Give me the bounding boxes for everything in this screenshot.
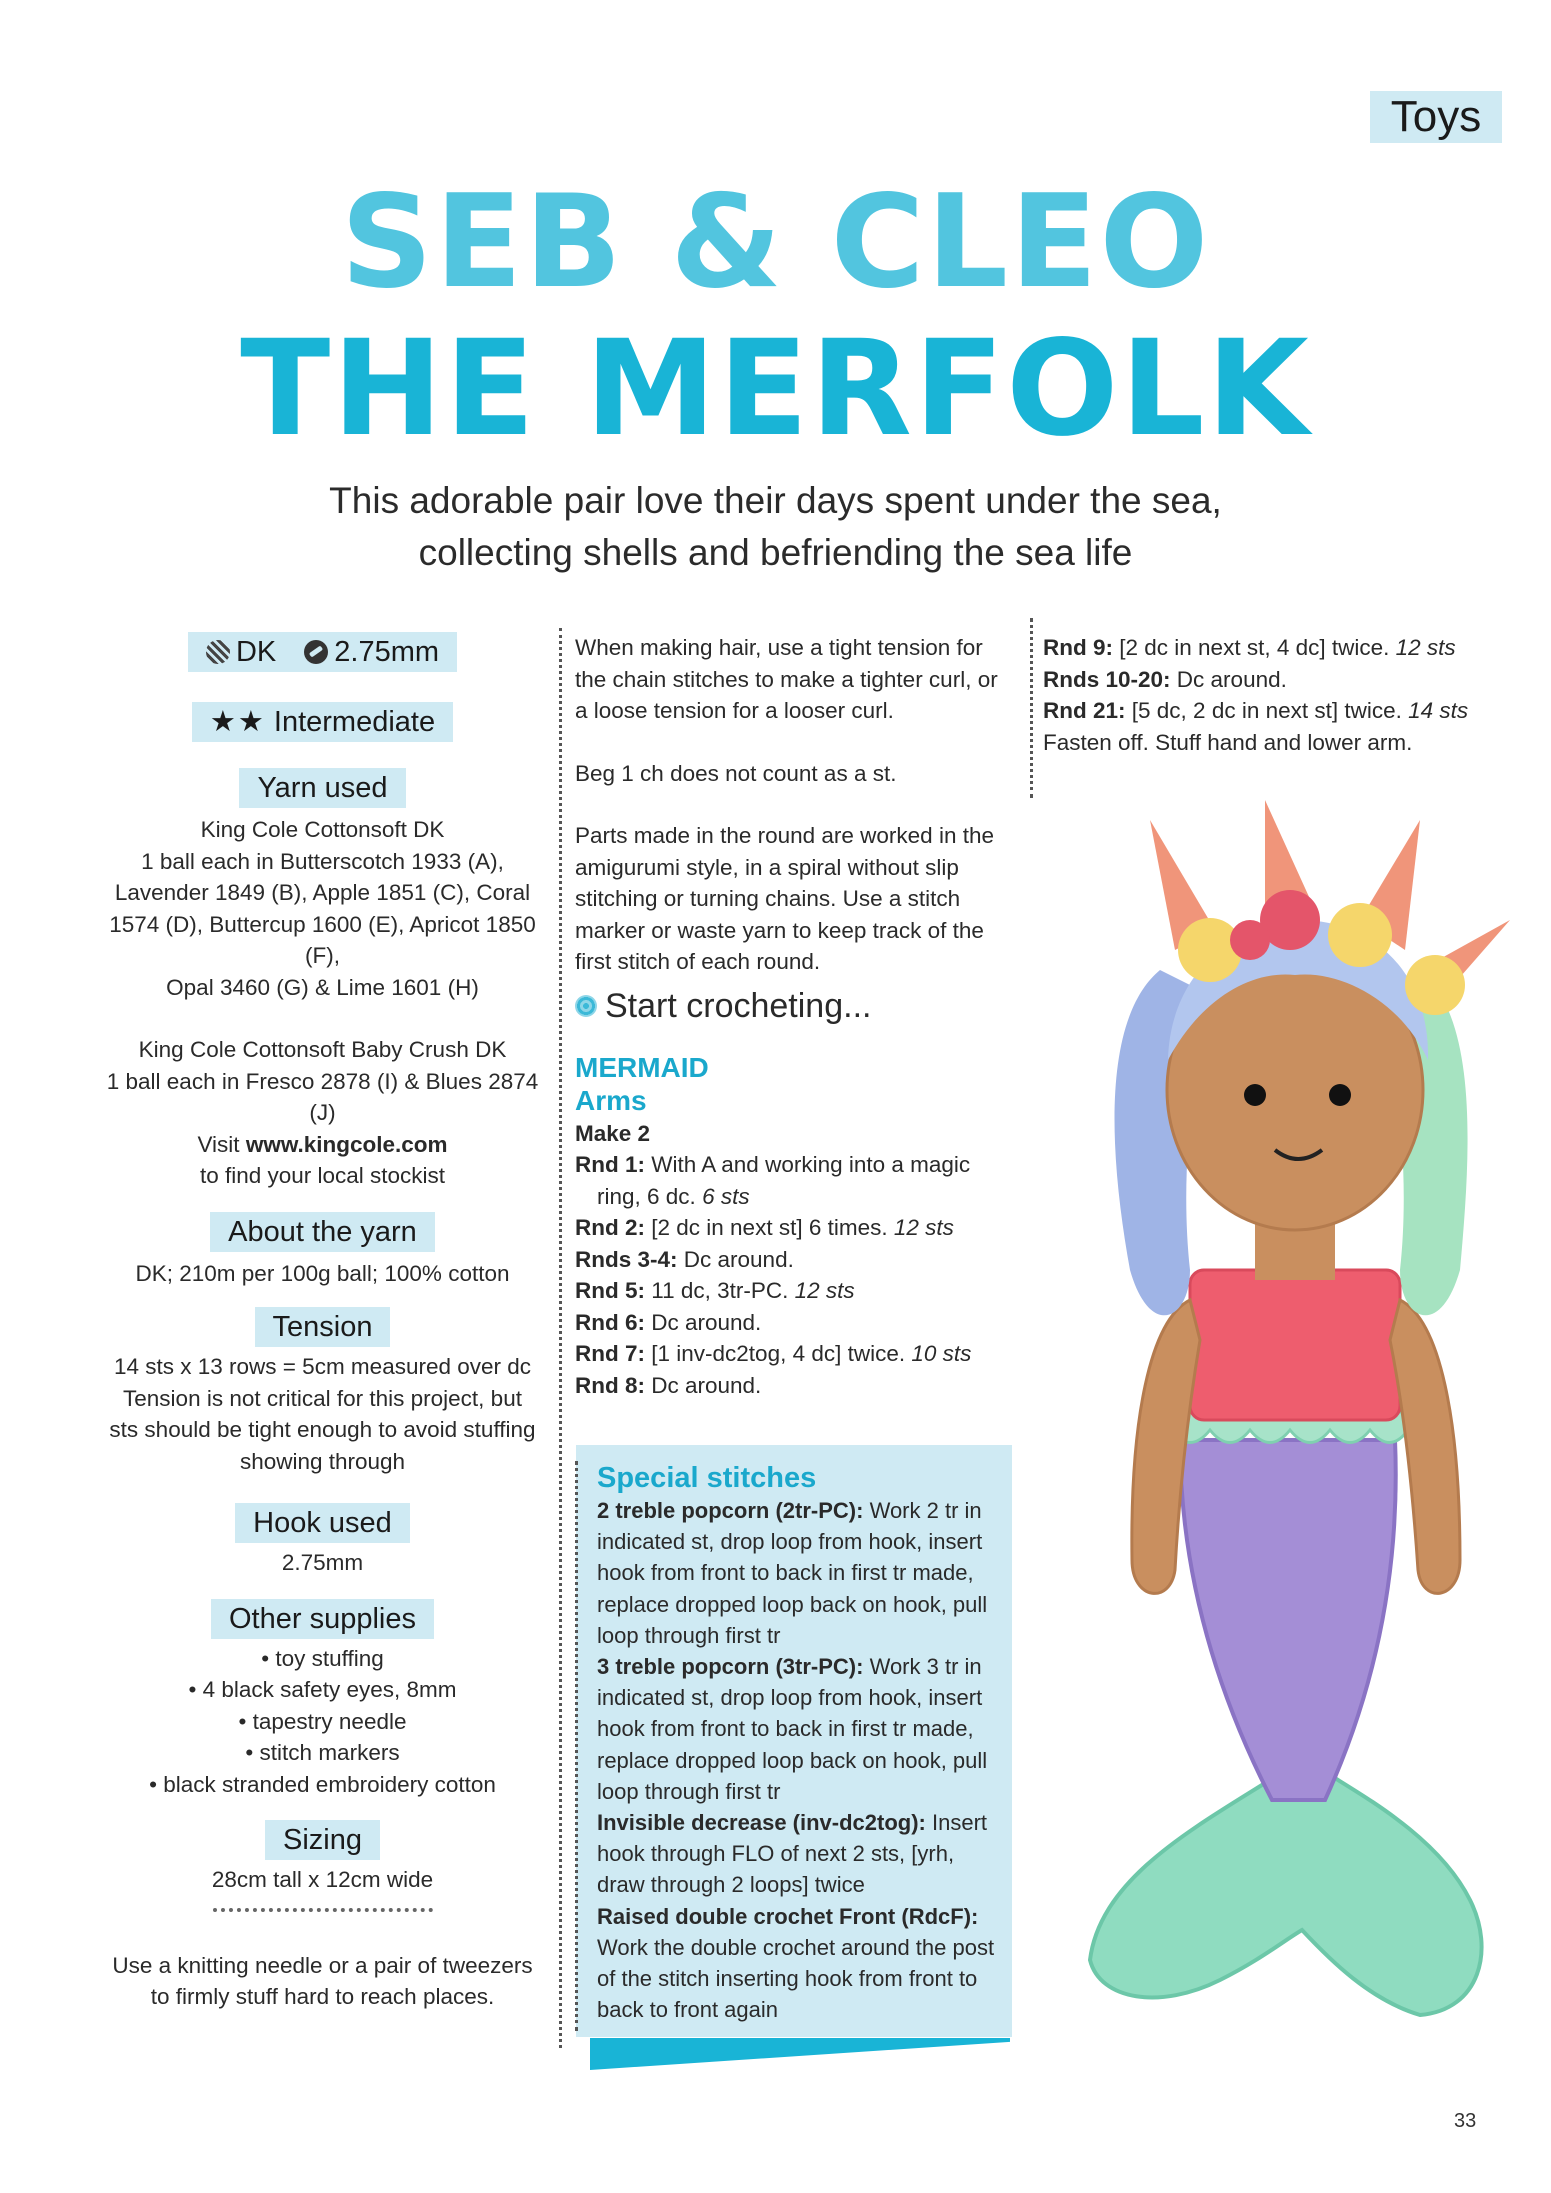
tension-line: showing through: [239, 1448, 406, 1474]
hook-icon: [304, 640, 328, 664]
round-instruction: [1043, 664, 1483, 696]
round-text: [1 inv-dc2tog, 4 dc] twice.: [645, 1341, 912, 1366]
fasten-off: Fasten off. Stuff hand and lower arm.: [1043, 729, 1413, 755]
stitch-count: 12 sts: [893, 1215, 954, 1240]
stitch-count: 6 sts: [702, 1183, 750, 1209]
stitch-text: Work 2 tr in indicated st, drop loop from hook, insert hook from front to back in first tr made, replace dropped loop back on hook, pull loop through first tr: [597, 1498, 988, 1648]
arms-heading: Arms: [575, 1084, 647, 1116]
round-instruction: [575, 1307, 1007, 1339]
round-text: Dc around.: [645, 1372, 762, 1398]
round-text: 11 dc, 3tr-PC.: [645, 1278, 795, 1303]
start-crocheting-text: Start crocheting...: [605, 986, 872, 1025]
round-instruction: [575, 1149, 1007, 1212]
tip-line: Use a knitting needle or a pair of tweezers: [112, 1952, 533, 1978]
title-line-1: SEB & CLEO: [340, 168, 1211, 317]
intro-line: collecting shells and befriending the sea life: [418, 532, 1133, 573]
hair-tension-line: a loose tension for a looser curl.: [575, 698, 894, 723]
round-instruction: [575, 1338, 1007, 1370]
stitch-definition: [597, 1495, 997, 1651]
intro: [0, 475, 1551, 579]
visit-line: [100, 1129, 545, 1161]
beg-ch-note: Beg 1 ch does not count as a st.: [575, 760, 897, 786]
special-stitches-title: Special stitches: [597, 1462, 817, 1494]
hook-used-heading: Hook used: [235, 1503, 410, 1543]
title-line-2: THE MERFOLK: [240, 312, 1311, 466]
round-label: Rnds 10-20:: [1043, 666, 1171, 692]
yarn-line: King Cole Cottonsoft DK: [200, 817, 445, 842]
pattern-info-column: [100, 632, 545, 2013]
kingcole-link[interactable]: www.kingcole.com: [245, 1131, 448, 1157]
yarn-line: 1 ball each in Butterscotch 1933 (A),: [141, 848, 504, 874]
section-tag: Toys: [1370, 91, 1502, 143]
start-crocheting-heading: [575, 984, 1007, 1028]
difficulty-box: [192, 702, 453, 742]
supply-item: • 4 black safety eyes, 8mm: [188, 1677, 457, 1702]
top: [1190, 1270, 1400, 1420]
round-label: Rnd 6:: [575, 1309, 645, 1335]
round-text: [2 dc in next st] 6 times.: [645, 1215, 894, 1240]
round-label: Rnd 1:: [575, 1152, 645, 1177]
round-text: [2 dc in next st, 4 dc] twice.: [1113, 635, 1396, 660]
round-label: Rnd 2:: [575, 1215, 645, 1240]
crown-flower: [1328, 903, 1392, 967]
round-text: [5 dc, 2 dc in next st] twice.: [1125, 698, 1409, 723]
yarn-weight: DK: [235, 636, 277, 668]
round-label: Rnd 8:: [575, 1372, 645, 1398]
stitch-name: 3 treble popcorn (3tr-PC):: [597, 1654, 864, 1680]
yarn-line: Lavender 1849 (B), Apple 1851 (C), Coral: [114, 880, 531, 905]
stitch-text: Work 3 tr in indicated st, drop loop from hook, insert hook from front to back in first tr made, replace dropped loop back on hook, pull loop through first tr: [597, 1654, 988, 1804]
tail: [1180, 1440, 1396, 1800]
supply-item: • stitch markers: [245, 1740, 400, 1765]
intro-line: This adorable pair love their days spent under the sea,: [329, 480, 1222, 521]
supply-item: • tapestry needle: [238, 1708, 407, 1734]
round-instruction: [1043, 632, 1483, 664]
hair-tension-line: When making hair, use a tight tension for: [575, 635, 983, 660]
tension-heading: Tension: [255, 1307, 391, 1347]
stitch-name: 2 treble popcorn (2tr-PC):: [597, 1498, 864, 1523]
make-count: Make 2: [575, 1120, 651, 1146]
tension-line: sts should be tight enough to avoid stuffing: [109, 1417, 536, 1442]
instructions-column: [575, 632, 1007, 1401]
yarn-ball-icon: [575, 995, 597, 1017]
eye: [1329, 1084, 1351, 1106]
stitch-count: 12 sts: [1395, 635, 1456, 660]
about-yarn-heading: About the yarn: [210, 1212, 435, 1252]
yarn-ball-icon: [206, 640, 230, 664]
specs-box: [188, 632, 457, 672]
round-note-line: amigurumi style, in a spiral without slip: [575, 854, 959, 880]
right-arm: [1390, 1300, 1460, 1593]
round-instruction: [575, 1212, 1007, 1244]
round-text: Dc around.: [1170, 666, 1287, 692]
stitch-count: 10 sts: [911, 1341, 972, 1366]
round-instruction: [575, 1370, 1007, 1402]
other-supplies-heading: Other supplies: [211, 1599, 434, 1639]
special-stitches-content: [597, 1461, 997, 2025]
stitch-count: 14 sts: [1408, 698, 1469, 723]
sizing-heading: Sizing: [265, 1820, 380, 1860]
round-text: Dc around.: [677, 1246, 794, 1272]
round-label: Rnd 21:: [1043, 698, 1126, 723]
round-text: Dc around.: [645, 1309, 762, 1335]
stitch-definition: [597, 1807, 997, 1901]
tension-line: Tension is not critical for this project, but: [123, 1385, 522, 1411]
yarn-line: 1574 (D), Buttercup 1600 (E), Apricot 1850 (F),: [109, 911, 536, 968]
about-yarn-text: DK; 210m per 100g ball; 100% cotton: [135, 1260, 510, 1286]
yarn-used-heading: Yarn used: [239, 768, 405, 808]
dotted-separator: [213, 1908, 433, 1912]
column-divider: [1030, 618, 1033, 798]
round-label: Rnd 9:: [1043, 635, 1113, 660]
tail-fin: [1090, 1775, 1482, 2015]
hook-used-text: 2.75mm: [281, 1550, 364, 1575]
round-text: With A and working into a magic ring, 6 dc.: [597, 1152, 971, 1209]
tip-line: to firmly stuff hard to reach places.: [150, 1984, 495, 2009]
difficulty-level: Intermediate: [273, 706, 436, 738]
round-instruction: [575, 1275, 1007, 1307]
visit-prefix: Visit: [197, 1131, 246, 1157]
stitch-count: 12 sts: [794, 1278, 855, 1303]
round-label: Rnds 3-4:: [575, 1246, 678, 1272]
mermaid-heading: MERMAID: [575, 1051, 709, 1083]
yarn-line: King Cole Cottonsoft Baby Crush DK: [138, 1037, 507, 1062]
round-note-line: marker or waste yarn to keep track of the: [575, 917, 984, 943]
stitch-text: Work the double crochet around the post of the stitch inserting hook from front to back to front again: [597, 1934, 995, 2023]
round-instruction: [575, 1244, 1007, 1276]
crown-flower: [1230, 920, 1270, 960]
stitch-definition: [597, 1651, 997, 1807]
page-number: 33: [1454, 2110, 1477, 2132]
mermaid-doll-image: [1040, 800, 1520, 2060]
stitch-text: Insert hook through FLO of next 2 sts, [yrh, draw through 2 loops] twice: [597, 1810, 988, 1898]
round-note-line: first stitch of each round.: [575, 949, 821, 974]
round-label: Rnd 5:: [575, 1278, 645, 1303]
crown-flower: [1405, 955, 1465, 1015]
hair-tension-line: the chain stitches to make a tighter curl, or: [575, 666, 998, 692]
yarn-line: Opal 3460 (G) & Lime 1601 (H): [166, 974, 479, 1000]
hook-size: 2.75mm: [334, 636, 440, 668]
instructions-column-right: [1043, 632, 1483, 758]
column-divider: [559, 628, 562, 2048]
stitch-name: Raised double crochet Front (RdcF):: [597, 1903, 979, 1929]
yarn-line: 1 ball each in Fresco 2878 (I) & Blues 2874 (J): [106, 1068, 539, 1125]
stitch-definition: [597, 1901, 997, 2026]
difficulty-stars: ★★: [209, 706, 266, 738]
crown-flower: [1178, 918, 1242, 982]
tension-line: 14 sts x 13 rows = 5cm measured over dc: [113, 1354, 532, 1379]
dotted-rule: [575, 1461, 578, 2031]
round-instruction: [1043, 695, 1483, 727]
supply-item: • toy stuffing: [261, 1645, 384, 1671]
supply-item: • black stranded embroidery cotton: [149, 1771, 496, 1797]
yarn-line: to find your local stockist: [199, 1163, 446, 1188]
round-label: Rnd 7:: [575, 1341, 645, 1366]
stitch-name: Invisible decrease (inv-dc2tog):: [597, 1810, 926, 1836]
eye: [1244, 1084, 1266, 1106]
special-box-accent: [590, 2038, 1010, 2070]
round-note-line: Parts made in the round are worked in the: [575, 823, 994, 848]
round-note-line: stitching or turning chains. Use a stitch: [575, 886, 961, 911]
sizing-text: 28cm tall x 12cm wide: [211, 1867, 434, 1892]
